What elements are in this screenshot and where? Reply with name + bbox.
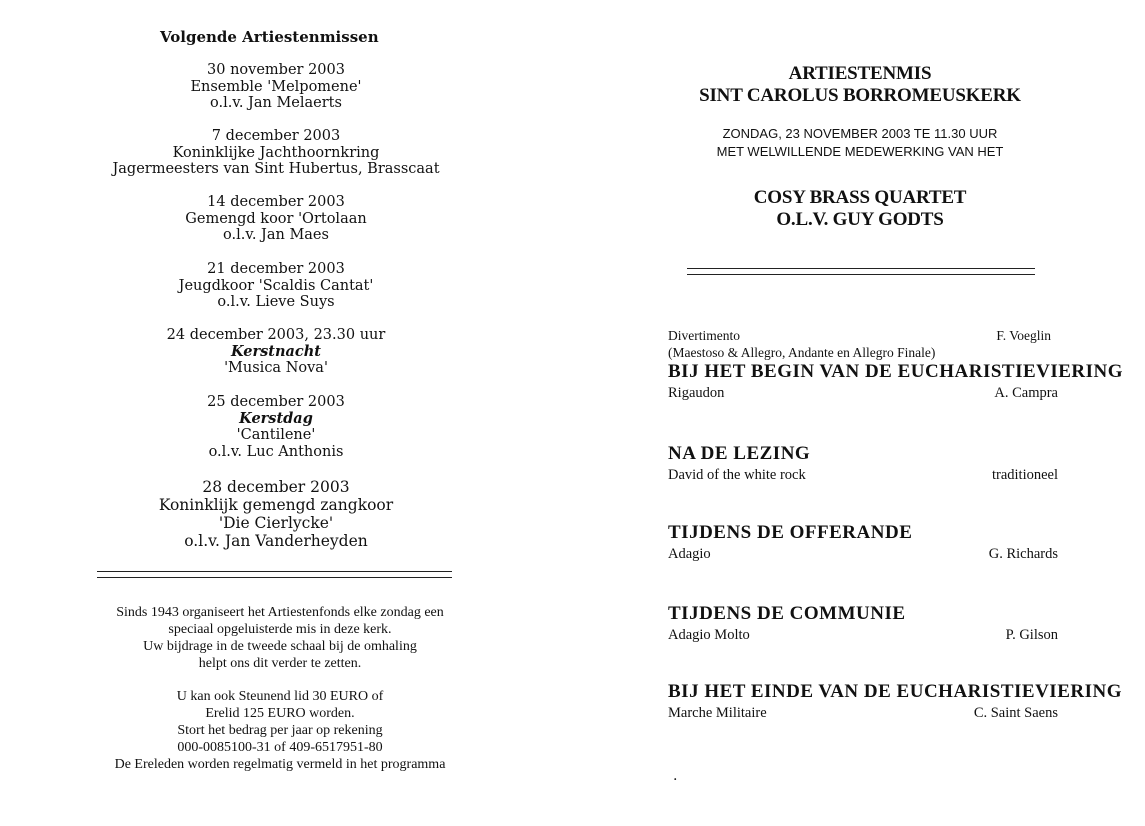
section-communion: [668, 603, 1058, 647]
program-title: [620, 63, 1100, 107]
piece-row: [668, 328, 1058, 348]
footer-mark: .: [673, 768, 678, 784]
fund-info-paragraph: [0, 604, 560, 672]
ensemble-name: COSY BRASS QUARTET: [753, 187, 967, 208]
ensemble-conductor: O.L.V. GUY GODTS: [776, 209, 944, 230]
event-1: [0, 62, 552, 112]
event-date: 21 december 2003: [207, 261, 345, 277]
event-conductor: o.l.v. Luc Anthonis: [208, 443, 344, 460]
composer: traditioneel: [991, 467, 1058, 483]
section-reading: [668, 443, 1058, 487]
section-title: NA DE LEZING: [668, 443, 811, 464]
section-title: TIJDENS DE COMMUNIE: [668, 603, 906, 624]
piece-row: [668, 627, 1058, 647]
event-conductor: o.l.v. Jan Vanderheyden: [184, 532, 368, 550]
info-line: helpt ons dit verder te zetten.: [198, 656, 362, 671]
event-ensemble: Gemengd koor 'Ortolaan: [185, 210, 367, 227]
event-date: 7 december 2003: [211, 128, 341, 144]
date-line: ZONDAG, 23 NOVEMBER 2003 TE 11.30 UUR: [722, 126, 998, 141]
info-line: Sinds 1943 organiseert het Artiestenfonds elke zondag een: [116, 605, 444, 620]
event-6: [0, 394, 552, 460]
ensemble-block: [620, 187, 1100, 231]
event-occasion: Kerstdag: [239, 409, 313, 427]
event-conductor: o.l.v. Lieve Suys: [217, 294, 335, 310]
event-date: 28 december 2003: [202, 478, 350, 496]
upcoming-masses-panel: [0, 0, 560, 826]
divider-rule: [687, 268, 1035, 275]
event-4: [0, 261, 552, 311]
piece-title: Divertimento: [668, 328, 740, 343]
piece-title: David of the white rock: [668, 467, 806, 483]
section-title: BIJ HET BEGIN VAN DE EUCHARISTIEVIERING: [668, 361, 1124, 382]
upcoming-heading: Volgende Artiestenmissen: [160, 28, 379, 46]
section-offertory: [668, 522, 1058, 566]
event-2: [0, 128, 552, 178]
composer: P. Gilson: [1005, 627, 1058, 643]
event-ensemble-name: 'Die Cierlycke': [218, 514, 334, 532]
date-info: [620, 125, 1100, 161]
section-begin: [668, 361, 1124, 405]
section-end: [668, 681, 1122, 725]
section-title: TIJDENS DE OFFERANDE: [668, 522, 913, 543]
event-ensemble: 'Musica Nova': [224, 360, 328, 376]
program-panel: [620, 0, 1145, 826]
piece-row: [668, 546, 1058, 566]
event-date: 30 november 2003: [207, 62, 345, 78]
event-date: 14 december 2003: [207, 194, 345, 210]
info-line: U kan ook Steunend lid 30 EURO of: [176, 689, 384, 704]
composer: F. Voeglin: [996, 328, 1051, 343]
section-title: BIJ HET EINDE VAN DE EUCHARISTIEVIERING: [668, 681, 1122, 702]
info-line: speciaal opgeluisterde mis in deze kerk.: [168, 622, 392, 637]
composer: A. Campra: [994, 385, 1058, 401]
piece-title: Adagio: [668, 546, 711, 562]
mass-title: ARTIESTENMIS: [788, 63, 932, 84]
membership-info-paragraph: [0, 688, 560, 773]
event-ensemble: Koninklijk gemengd zangkoor: [158, 496, 394, 514]
event-5: [0, 327, 552, 377]
cooperation-line: MET WELWILLENDE MEDEWERKING VAN HET: [716, 144, 1004, 159]
event-conductor: o.l.v. Jan Maes: [223, 227, 329, 243]
event-ensemble: 'Cantilene': [236, 427, 316, 443]
piece-title: Marche Militaire: [668, 705, 767, 721]
church-name: SINT CAROLUS BORROMEUSKERK: [699, 85, 1021, 106]
movements: (Maestoso & Allegro, Andante en Allegro Finale): [668, 345, 936, 360]
event-date: 25 december 2003: [207, 394, 345, 410]
info-line: De Ereleden worden regelmatig vermeld in het programma: [114, 757, 446, 772]
event-date: 24 december 2003, 23.30 uur: [166, 327, 386, 343]
info-line: Erelid 125 EURO worden.: [205, 706, 355, 721]
piece-title: Rigaudon: [668, 385, 725, 401]
event-ensemble-line-2: Jagermeesters van Sint Hubertus, Brasscaat: [112, 161, 440, 177]
info-line: 000-0085100-31 of 409-6517951-80: [177, 740, 383, 755]
piece-row: [668, 705, 1058, 725]
piece-row: [668, 385, 1058, 405]
event-ensemble: Koninklijke Jachthoornkring: [172, 144, 380, 161]
info-line: Stort het bedrag per jaar op rekening: [177, 723, 383, 738]
event-conductor: o.l.v. Jan Melaerts: [210, 95, 342, 111]
composer: C. Saint Saens: [973, 705, 1058, 721]
divider-rule: [97, 571, 452, 578]
event-occasion: Kerstnacht: [230, 342, 322, 360]
piece-title: Adagio Molto: [668, 627, 750, 643]
opening-piece: [668, 328, 1058, 361]
composer: G. Richards: [988, 546, 1058, 562]
event-3: [0, 194, 552, 244]
event-7: [0, 478, 552, 550]
info-line: Uw bijdrage in de tweede schaal bij de omhaling: [143, 639, 417, 654]
event-ensemble: Ensemble 'Melpomene': [190, 78, 362, 95]
event-ensemble: Jeugdkoor 'Scaldis Cantat': [178, 277, 374, 294]
piece-row: [668, 467, 1058, 487]
